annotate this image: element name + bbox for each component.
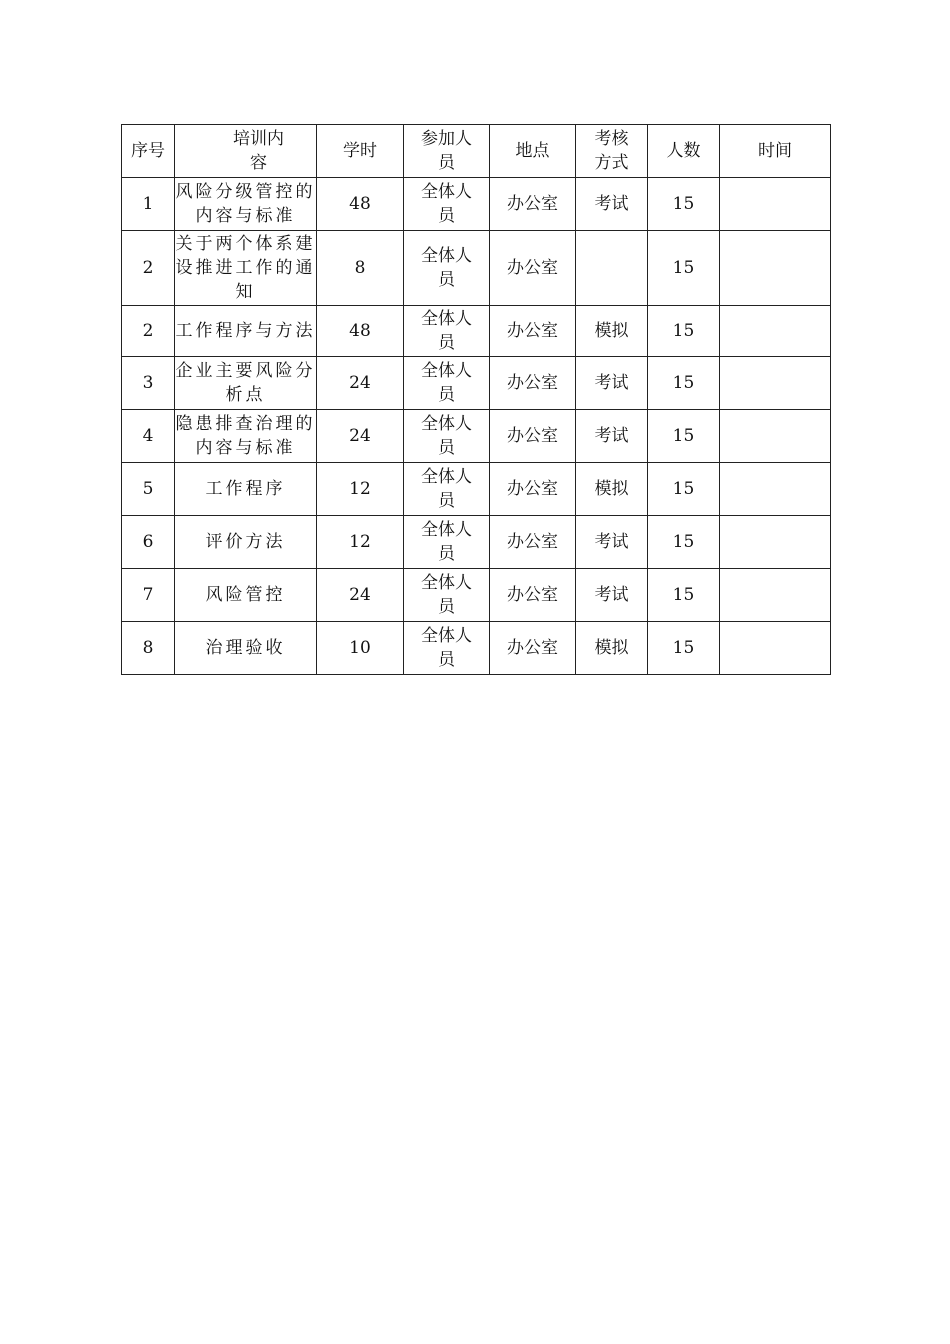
cell-content: 企业主要风险分析点 (175, 357, 317, 410)
cell-hours: 12 (317, 463, 404, 516)
cell-assessment: 模拟 (576, 622, 648, 675)
cell-seq: 2 (122, 306, 175, 357)
table-row (122, 516, 831, 569)
cell-count: 15 (648, 410, 720, 463)
cell-time (720, 357, 831, 410)
cell-location: 办公室 (490, 178, 576, 231)
table-row (122, 569, 831, 622)
header-hours: 学时 (317, 125, 404, 178)
cell-time (720, 516, 831, 569)
header-seq: 序号 (122, 125, 175, 178)
cell-participants: 全体人员 (404, 569, 490, 622)
cell-count: 15 (648, 463, 720, 516)
cell-hours: 24 (317, 410, 404, 463)
table-row (122, 178, 831, 231)
cell-count: 15 (648, 516, 720, 569)
cell-content: 工作程序与方法 (175, 306, 317, 357)
cell-seq: 7 (122, 569, 175, 622)
cell-time (720, 178, 831, 231)
table-row (122, 463, 831, 516)
cell-seq: 2 (122, 231, 175, 306)
cell-content: 治理验收 (175, 622, 317, 675)
cell-assessment: 考试 (576, 569, 648, 622)
header-time: 时间 (720, 125, 831, 178)
training-plan-table (121, 124, 831, 675)
header-row (122, 125, 831, 178)
cell-assessment: 考试 (576, 410, 648, 463)
cell-participants: 全体人员 (404, 306, 490, 357)
header-participants: 参加人员 (404, 125, 490, 178)
cell-hours: 8 (317, 231, 404, 306)
table-row (122, 357, 831, 410)
header-location: 地点 (490, 125, 576, 178)
cell-assessment: 考试 (576, 178, 648, 231)
table-header (122, 125, 831, 178)
cell-time (720, 231, 831, 306)
cell-participants: 全体人员 (404, 516, 490, 569)
cell-seq: 5 (122, 463, 175, 516)
cell-time (720, 569, 831, 622)
cell-count: 15 (648, 178, 720, 231)
cell-seq: 3 (122, 357, 175, 410)
cell-seq: 4 (122, 410, 175, 463)
cell-time (720, 622, 831, 675)
cell-time (720, 306, 831, 357)
cell-seq: 8 (122, 622, 175, 675)
cell-content: 关于两个体系建设推进工作的通知 (175, 231, 317, 306)
cell-assessment: 考试 (576, 516, 648, 569)
cell-hours: 48 (317, 306, 404, 357)
cell-count: 15 (648, 231, 720, 306)
cell-time (720, 463, 831, 516)
cell-participants: 全体人员 (404, 357, 490, 410)
cell-participants: 全体人员 (404, 231, 490, 306)
cell-content: 评价方法 (175, 516, 317, 569)
cell-participants: 全体人员 (404, 622, 490, 675)
cell-location: 办公室 (490, 410, 576, 463)
cell-hours: 24 (317, 569, 404, 622)
cell-content: 工作程序 (175, 463, 317, 516)
cell-content: 隐患排查治理的内容与标准 (175, 410, 317, 463)
cell-assessment: 考试 (576, 357, 648, 410)
table-row (122, 410, 831, 463)
cell-hours: 24 (317, 357, 404, 410)
cell-count: 15 (648, 306, 720, 357)
cell-participants: 全体人员 (404, 178, 490, 231)
cell-participants: 全体人员 (404, 410, 490, 463)
cell-hours: 12 (317, 516, 404, 569)
table-body (122, 178, 831, 675)
cell-time (720, 410, 831, 463)
cell-hours: 10 (317, 622, 404, 675)
table-row (122, 622, 831, 675)
cell-count: 15 (648, 569, 720, 622)
cell-assessment: 模拟 (576, 306, 648, 357)
cell-location: 办公室 (490, 463, 576, 516)
cell-assessment (576, 231, 648, 306)
cell-content: 风险管控 (175, 569, 317, 622)
cell-seq: 6 (122, 516, 175, 569)
cell-location: 办公室 (490, 231, 576, 306)
cell-location: 办公室 (490, 622, 576, 675)
header-content: 培训内容 (175, 125, 317, 178)
header-assessment: 考核方式 (576, 125, 648, 178)
cell-assessment: 模拟 (576, 463, 648, 516)
cell-participants: 全体人员 (404, 463, 490, 516)
cell-location: 办公室 (490, 357, 576, 410)
cell-location: 办公室 (490, 569, 576, 622)
cell-seq: 1 (122, 178, 175, 231)
header-count: 人数 (648, 125, 720, 178)
cell-hours: 48 (317, 178, 404, 231)
cell-content: 风险分级管控的内容与标准 (175, 178, 317, 231)
cell-location: 办公室 (490, 516, 576, 569)
cell-count: 15 (648, 622, 720, 675)
cell-count: 15 (648, 357, 720, 410)
cell-location: 办公室 (490, 306, 576, 357)
table-row (122, 306, 831, 357)
table-row (122, 231, 831, 306)
